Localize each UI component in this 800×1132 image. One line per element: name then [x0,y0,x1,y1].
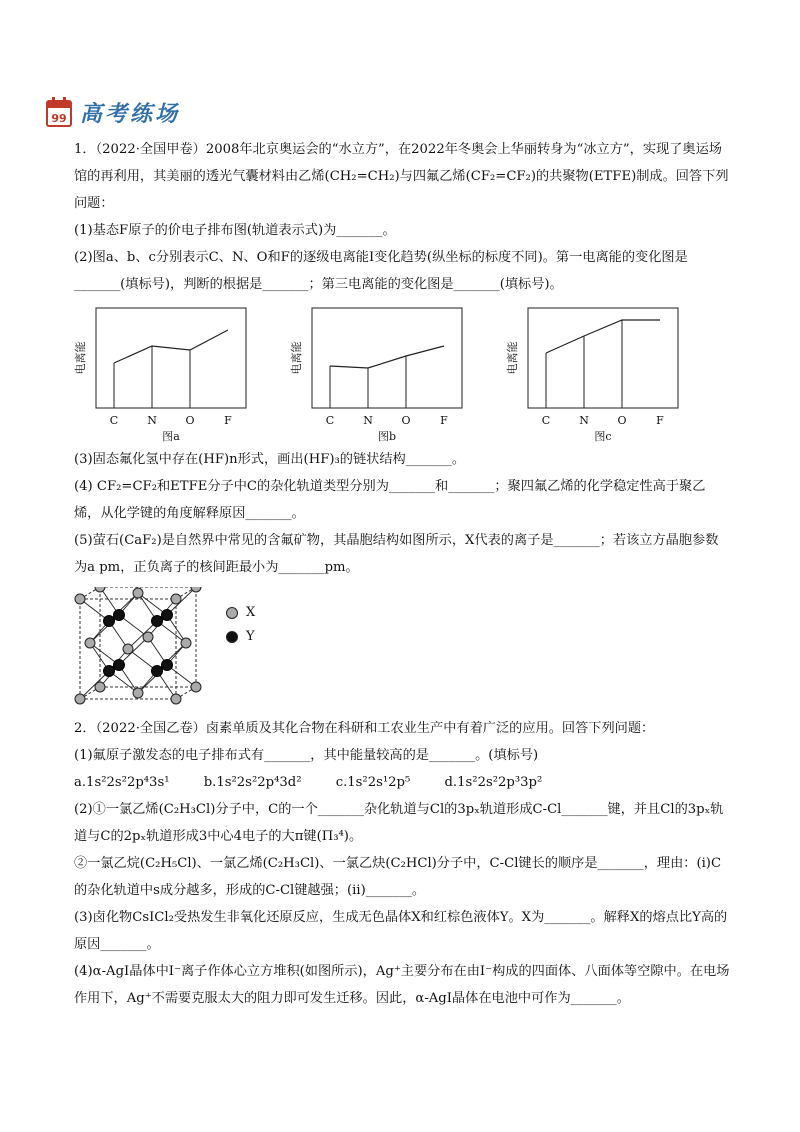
x-tick-label: F [656,414,664,427]
x-ion [75,594,85,604]
y-ion [162,610,173,621]
y-ion [152,666,163,677]
q2-intro: 2．（2022·全国乙卷）卤素单质及其化合物在科研和工农业生产中有着广泛的应用。回答下列问题： [74,721,655,736]
series-line [114,330,228,363]
y-ion [162,660,173,671]
series-line [546,320,660,353]
plot-frame [96,308,246,408]
x-tick-label: N [363,414,373,427]
content [74,136,730,1012]
black-sphere-icon [226,631,238,643]
option-c: c.1s²2s¹2p⁵ [335,775,411,790]
chart-title: 图a [162,430,180,442]
y-axis-label: 电离能 [74,341,87,375]
x-tick-label: C [109,414,119,427]
series-line [330,346,444,368]
crystal-legend [226,601,255,649]
legend-x [226,601,255,625]
chart-a [74,302,254,442]
y-axis-label: 电离能 [290,341,303,375]
section-title: 高考练场 [80,101,181,127]
y-ion [114,660,125,671]
q1-part1: (1)基态F原子的价电子排布图(轨道表示式)为_______。 [74,223,396,238]
x-tick-label: N [579,414,589,427]
plot-frame [528,308,678,408]
fluorite-unit-cell [74,587,208,707]
x-tick-label: C [541,414,551,427]
option-d: d.1s²2s²2p³3p² [444,775,543,790]
x-tick-label: C [325,414,335,427]
y-ion [152,616,163,627]
q2-part3: (3)卤化物CsICl₂受热发生非氧化还原反应，生成无色晶体X和红棕色液体Y。X为_______。解释X的熔点比Y高的原因_______。 [74,910,728,952]
option-b: b.1s²2s²2p⁴3d² [203,775,302,790]
x-ion [95,587,105,592]
q2-part1: (1)氟原子激发态的电子排布式有_______，其中能量较高的是_______。(填标号) [74,748,539,763]
q1-part4: (4) CF₂=CF₂和ETFE分子中C的杂化轨道类型分别为_______和_______；聚四氟乙烯的化学稳定性高于聚乙烯，从化学键的角度解释原因_______。 [74,479,706,521]
q1-part5: (5)萤石(CaF₂)是自然界中常见的含氟矿物，其晶胞结构如图所示，X代表的离子是_______；若该立方晶胞参数为a pm，正负离子的核间距最小为_______pm。 [74,533,719,575]
legend-x-label: X [246,605,256,620]
chart-c [506,302,686,442]
calendar-icon [46,97,72,127]
x-tick-label: O [617,414,627,427]
plot-frame [312,308,462,408]
x-tick-label: N [147,414,157,427]
q2-part4: (4)α-AgI晶体中I⁻离子作体心立方堆积(如图所示)，Ag⁺主要分布在由I⁻构成的四面体、八面体等空隙中。在电场作用下，Ag⁺不需要克服太大的阻力即可发生迁移。因此，α-AgI晶体在电池中可作为_______。 [74,964,730,1006]
legend-y-label: Y [246,629,255,644]
gray-sphere-icon [226,607,238,619]
x-ion [191,587,201,592]
y-ion [114,610,125,621]
option-a: a.1s²2s²2p⁴3s¹ [74,775,170,790]
x-ion [123,644,133,654]
chart-title: 图c [594,430,612,442]
x-ion [181,638,191,648]
x-ion [133,688,143,698]
badge-number: 99 [51,112,67,125]
q1-intro: 1．（2022·全国甲卷）2008年北京奥运会的“水立方”，在2022年冬奥会上华丽转身为“冰立方”，实现了奥运场馆的再利用，其美丽的透光气囊材料由乙烯(CH₂=CH₂)与四氟乙烯(CF₂=CF₂)的共聚物(ETFE)制成。回答下列问题： [74,142,729,211]
x-ion [85,638,95,648]
x-tick-label: O [401,414,411,427]
legend-y [226,625,255,649]
y-ion [104,616,115,627]
x-ion [133,588,143,598]
section-header [46,96,180,128]
x-ion [171,594,181,604]
x-ion [171,694,181,704]
q2-part2b: ②一氯乙烷(C₂H₅Cl)、一氯乙烯(C₂H₃Cl)、一氯乙炔(C₂HCl)分子中，C-Cl键长的顺序是_______，理由：(ⅰ)C的杂化轨道中s成分越多，形成的C-Cl键越强；(ⅱ)_______。 [74,856,722,898]
x-ion [75,694,85,704]
q2-part2a: (2)①一氯乙烯(C₂H₃Cl)分子中，C的一个_______杂化轨道与Cl的3pₓ轨道形成C-Cl_______键，并且Cl的3pₓ轨道与C的2pₓ轨道形成3中心4电子的大π键(Π₃⁴)。 [74,802,724,844]
y-ion [104,666,115,677]
x-tick-label: O [185,414,195,427]
x-tick-label: F [440,414,448,427]
chart-b [290,302,470,442]
q2-options [74,769,730,796]
x-ion [191,682,201,692]
crystal-figure-row [74,587,730,709]
y-axis-label: 电离能 [506,341,519,375]
chart-title: 图b [377,430,397,442]
x-ion [143,632,153,642]
x-ion [95,682,105,692]
q1-part2: (2)图a、b、c分别表示C、N、O和F的逐级电离能Ⅰ变化趋势(纵坐标的标度不同)。第一电离能的变化图是_______(填标号)，判断的根据是_______；第三电离能的变化图是_______(填标号)。 [74,250,688,292]
q1-part3: (3)固态氟化氢中存在(HF)n形式，画出(HF)₃的链状结构_______。 [74,452,466,467]
ionization-charts [74,302,730,442]
x-tick-label: F [224,414,232,427]
